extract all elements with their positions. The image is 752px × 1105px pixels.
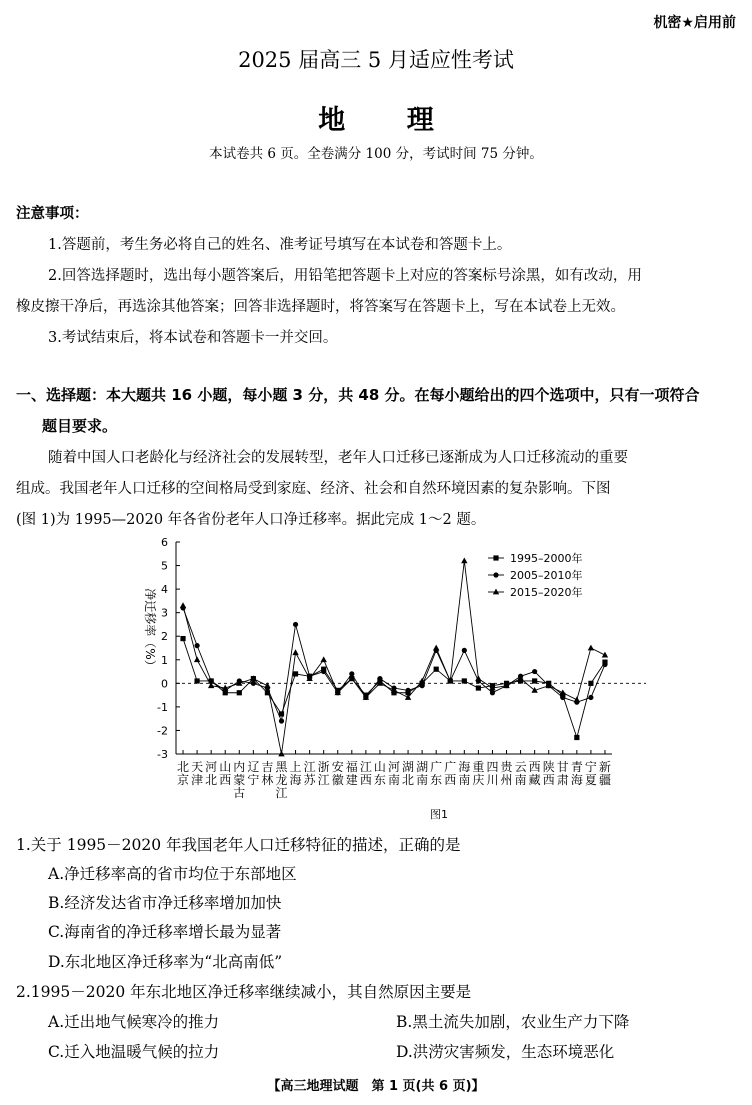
y-tick-label: 5 (161, 559, 168, 573)
question-2-option-a: A.迁出地气候寒冷的推力 (48, 1013, 220, 1031)
x-tick-label: 西 (444, 773, 457, 787)
x-tick-label: 藏 (528, 773, 541, 787)
data-point-series-1 (434, 667, 439, 672)
legend-marker (493, 555, 498, 560)
confidential-label: 机密★启用前 (653, 15, 736, 31)
intro-line-3: (图 1)为 1995—2020 年各省份老年人口净迁移率。据此完成 1～2 题。 (16, 512, 486, 528)
data-point-series-3 (264, 682, 270, 688)
data-point-series-2 (532, 669, 537, 674)
data-point-series-1 (532, 678, 537, 683)
exam-title: 2025 届高三 5 月适应性考试 (238, 48, 514, 72)
data-point-series-2 (588, 695, 593, 700)
x-tick-label: 古 (233, 786, 246, 800)
x-tick-label: 重 (472, 760, 485, 774)
data-point-series-1 (462, 678, 467, 683)
data-point-series-3 (588, 645, 594, 651)
x-tick-label: 上 (289, 760, 302, 774)
x-tick-label: 北 (177, 760, 190, 774)
chart-caption: 图1 (430, 808, 448, 821)
exam-info: 本试卷共 6 页。全卷满分 100 分，考试时间 75 分钟。 (209, 146, 543, 162)
y-tick-label: -3 (157, 748, 168, 761)
y-axis-label: 净迁移率（%） (143, 588, 157, 672)
notice-item-2-line-2: 橡皮擦干净后，再选涂其他答案；回答非选择题时，将答案写在答题卡上，写在本试卷上无效。 (16, 299, 625, 315)
data-point-series-3 (433, 645, 439, 651)
x-tick-label: 西 (528, 760, 541, 774)
x-tick-label: 江 (317, 773, 330, 787)
data-point-series-2 (321, 669, 326, 674)
x-tick-label: 江 (359, 760, 372, 774)
data-point-series-3 (574, 696, 580, 702)
x-tick-label: 南 (416, 773, 429, 787)
data-point-series-3 (461, 557, 467, 563)
notice-item-1: 1.答题前，考生务必将自己的姓名、准考证号填写在本试卷和答题卡上。 (48, 237, 512, 253)
data-point-series-2 (251, 681, 256, 686)
x-tick-label: 陕 (542, 760, 555, 774)
data-point-series-3 (180, 602, 186, 608)
x-tick-label: 建 (345, 773, 358, 787)
y-tick-label: 0 (161, 677, 168, 691)
x-tick-label: 海 (289, 773, 302, 787)
x-tick-label: 福 (345, 760, 358, 774)
notice-heading: 注意事项： (16, 206, 89, 222)
x-tick-label: 西 (542, 773, 555, 787)
y-tick-label: -2 (157, 724, 168, 738)
intro-line-2: 组成。我国老年人口迁移的空间格局受到家庭、经济、社会和自然环境因素的复杂影响。下图 (16, 481, 611, 497)
x-tick-label: 南 (458, 773, 471, 787)
x-tick-label: 宁 (584, 760, 597, 774)
data-point-series-3 (320, 656, 326, 662)
x-tick-label: 海 (570, 773, 583, 787)
data-point-series-1 (194, 678, 199, 683)
legend-label: 2015–2020年 (510, 586, 583, 599)
section-heading-line-1: 一、选择题：本大题共 16 小题，每小题 3 分，共 48 分。在每小题给出的四个选项中，只有一项符合 (16, 386, 700, 404)
data-point-series-1 (588, 681, 593, 686)
x-tick-label: 东 (430, 773, 443, 787)
x-tick-label: 北 (402, 773, 415, 787)
question-1-option-d: D.东北地区净迁移率为“北高南低” (48, 953, 283, 971)
x-tick-label: 辽 (247, 760, 260, 774)
x-tick-label: 青 (570, 760, 583, 774)
notice-item-3: 3.考试结束后，将本试卷和答题卡一并交回。 (48, 330, 338, 346)
intro-line-1: 随着中国人口老龄化与经济社会的发展转型，老年人口迁移已逐渐成为人口迁移流动的重要 (48, 450, 628, 466)
x-tick-label: 甘 (556, 760, 569, 774)
data-point-series-2 (194, 643, 199, 648)
question-2-stem: 2.1995－2020 年东北地区净迁移率继续减小，其自然原因主要是 (16, 983, 472, 1001)
x-tick-label: 北 (205, 773, 218, 787)
x-tick-label: 广 (430, 760, 443, 774)
x-tick-label: 宁 (247, 773, 260, 787)
y-tick-label: 6 (161, 536, 168, 549)
x-tick-label: 江 (275, 786, 288, 800)
x-tick-label: 山 (219, 760, 232, 774)
data-point-series-3 (194, 656, 200, 662)
x-tick-label: 西 (359, 773, 372, 787)
x-tick-label: 肃 (556, 773, 569, 787)
data-point-series-2 (602, 662, 607, 667)
notice-item-2-line-1: 2.回答选择题时，选出每小题答案后，用铅笔把答题卡上对应的答案标号涂黑，如有改动，用 (48, 268, 642, 284)
x-tick-label: 徽 (331, 773, 344, 787)
data-point-series-3 (292, 649, 298, 655)
legend-marker (493, 572, 498, 577)
x-tick-label: 林 (261, 773, 274, 787)
question-2-option-c: C.迁入地温暖气候的拉力 (48, 1043, 220, 1061)
data-point-series-1 (476, 685, 481, 690)
legend-label: 1995–2000年 (510, 552, 583, 565)
data-point-series-2 (462, 648, 467, 653)
y-tick-label: 2 (161, 630, 168, 644)
x-tick-label: 苏 (303, 773, 316, 787)
data-point-series-2 (560, 695, 565, 700)
x-tick-label: 州 (500, 773, 513, 787)
x-tick-label: 南 (514, 773, 527, 787)
x-tick-label: 河 (205, 760, 218, 774)
legend-label: 2005–2010年 (510, 569, 583, 582)
data-point-series-1 (574, 735, 579, 740)
x-tick-label: 广 (444, 760, 457, 774)
x-tick-label: 四 (486, 760, 499, 774)
x-tick-label: 川 (486, 773, 499, 787)
y-tick-label: 4 (161, 583, 168, 597)
x-tick-label: 庆 (472, 773, 485, 787)
x-tick-label: 河 (387, 760, 401, 774)
data-point-series-3 (602, 652, 608, 658)
x-tick-label: 夏 (584, 773, 597, 787)
data-point-series-2 (490, 690, 495, 695)
data-point-series-2 (405, 688, 410, 693)
x-tick-label: 京 (177, 773, 190, 787)
x-tick-label: 江 (303, 760, 316, 774)
data-point-series-1 (237, 690, 242, 695)
x-tick-label: 内 (233, 760, 246, 774)
x-tick-label: 新 (598, 760, 611, 774)
x-tick-label: 贵 (500, 760, 513, 774)
x-tick-label: 西 (219, 773, 232, 787)
migration-rate-chart (0, 528, 752, 828)
x-tick-label: 吉 (261, 760, 274, 774)
data-point-series-1 (180, 636, 185, 641)
x-tick-label: 龙 (275, 773, 288, 787)
question-1-stem: 1.关于 1995－2020 年我国老年人口迁移特征的描述，正确的是 (16, 836, 461, 854)
subject-title: 地 理 (318, 105, 460, 136)
x-tick-label: 东 (373, 773, 386, 787)
x-tick-label: 天 (191, 760, 204, 774)
legend-marker (493, 589, 499, 595)
question-1-option-c: C.海南省的净迁移率增长最为显著 (48, 923, 282, 941)
page-footer: 【高三地理试题 第 1 页(共 6 页)】 (267, 1079, 485, 1094)
x-tick-label: 蒙 (233, 773, 246, 787)
data-point-series-2 (293, 622, 298, 627)
x-tick-label: 南 (387, 773, 401, 787)
section-heading-line-2: 题目要求。 (42, 417, 118, 435)
x-tick-label: 海 (458, 760, 471, 774)
data-point-series-1 (293, 671, 298, 676)
question-2-option-d: D.洪涝灾害频发，生态环境恶化 (396, 1043, 615, 1061)
y-tick-label: 1 (161, 653, 168, 667)
y-tick-label: -1 (157, 700, 168, 714)
data-point-series-3 (560, 689, 566, 695)
question-1-option-a: A.净迁移率高的省市均位于东部地区 (48, 865, 297, 883)
x-tick-label: 云 (514, 760, 527, 774)
y-tick-label: 3 (161, 606, 168, 620)
x-tick-label: 湖 (416, 760, 429, 774)
x-tick-label: 湖 (402, 760, 415, 774)
x-tick-label: 疆 (598, 773, 611, 787)
x-tick-label: 安 (331, 760, 344, 774)
data-point-series-2 (279, 718, 284, 723)
data-point-series-2 (420, 683, 425, 688)
series-line-2 (183, 608, 605, 721)
x-tick-label: 津 (191, 773, 204, 787)
question-2-option-b: B.黑土流失加剧，农业生产力下降 (396, 1013, 630, 1031)
x-tick-label: 浙 (317, 760, 330, 774)
question-1-option-b: B.经济发达省市净迁移率增加加快 (48, 894, 282, 912)
x-tick-label: 山 (373, 760, 386, 774)
x-tick-label: 黑 (275, 760, 288, 774)
